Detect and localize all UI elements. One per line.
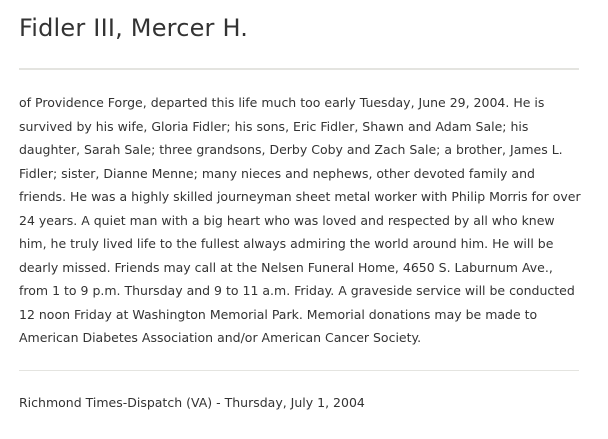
source-divider [19, 370, 579, 371]
obituary-text: of Providence Forge, departed this life much too early Tuesday, June 29, 2004. He is survived by his wife, Gloria Fidler; his sons, Eric Fidler, Shawn and Adam Sale; his daughter, Sarah Sale; three grandsons, Derby Coby and Zach Sale; a brother, James L. Fidler; sister, Dianne Menne; many nieces and nephews, other devoted family and friends. He was a highly skilled journeyman sheet metal worker with Philip Morris for over 24 years. A quiet man with a big heart who was loved and respected by all who knew him, he truly lived life to the fullest always admiring the world around him. He will be dearly missed. Friends may call at the Nelsen Funeral Home, 4650 S. Laburnum Ave., from 1 to 9 p.m. Thursday and 9 to 11 a.m. Friday. A graveside service will be conducted 12 noon Friday at Washington Memorial Park. Memorial donations may be made to American Diabetes Association and/or American Cancer Society. [19, 95, 581, 345]
title-divider [19, 68, 579, 70]
obituary-title: Fidler III, Mercer H. [19, 14, 249, 42]
publication-source: Richmond Times-Dispatch (VA) - Thursday, July 1, 2004 [19, 395, 365, 410]
